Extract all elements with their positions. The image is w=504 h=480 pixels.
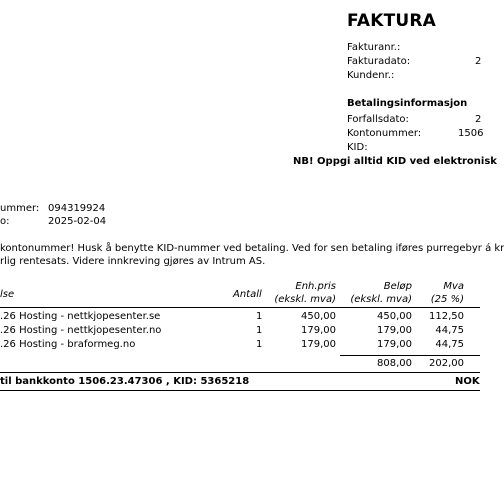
row-amount: 179,00 — [377, 339, 412, 350]
kid-notice: NB! Oppgi alltid KID ved elektronisk — [293, 156, 497, 167]
total-vat: 202,00 — [429, 358, 464, 369]
footer-top-divider — [0, 372, 480, 373]
bank-transfer-note: til bankkonto 1506.23.47306 , KID: 5365218 — [0, 376, 250, 387]
row-quantity: 1 — [256, 325, 263, 336]
invoice-title: FAKTURA — [347, 11, 437, 31]
payment-message-line1: kontonummer! Husk å benytte KID-nummer ved betaling. Ved for sen betaling iføres purregebyr á kr — [0, 243, 504, 254]
customer-number-label: Kundenr.: — [347, 70, 395, 81]
column-header-vat: Mva — [443, 281, 464, 292]
row-quantity: 1 — [256, 339, 263, 350]
row-amount: 179,00 — [377, 325, 412, 336]
table-header-divider — [0, 307, 480, 308]
row-vat: 44,75 — [435, 325, 464, 336]
row-vat: 44,75 — [435, 339, 464, 350]
kid-label: KID: — [347, 142, 368, 153]
column-header-unit-price: Enh.pris — [295, 281, 336, 292]
payment-heading: Betalingsinformasjon — [347, 98, 468, 109]
due-date-label: Forfallsdato: — [347, 114, 409, 125]
row-description: .26 Hosting - nettkjopesenter.se — [0, 311, 161, 322]
column-header-amount-sub: (ekskl. mva) — [350, 294, 412, 305]
invoice-date-value: 2 — [475, 56, 482, 67]
row-unit-price: 450,00 — [301, 311, 336, 322]
row-quantity: 1 — [256, 311, 263, 322]
footer-bottom-divider — [0, 390, 480, 391]
column-header-description: lse — [0, 289, 15, 300]
total-currency: NOK — [455, 376, 480, 387]
totals-divider — [340, 355, 480, 356]
row-vat: 112,50 — [429, 311, 464, 322]
row-unit-price: 179,00 — [301, 339, 336, 350]
column-header-amount: Beløp — [383, 281, 412, 292]
account-number-label: Kontonummer: — [347, 128, 422, 139]
row-description: .26 Hosting - braformeg.no — [0, 339, 136, 350]
row-amount: 450,00 — [377, 311, 412, 322]
row-description: .26 Hosting - nettkjopesenter.no — [0, 325, 162, 336]
column-header-quantity: Antall — [233, 289, 262, 300]
invoice-date-label: Fakturadato: — [347, 56, 411, 67]
order-number-value: 094319924 — [48, 203, 106, 214]
invoice-number-label: Fakturanr.: — [347, 42, 401, 53]
account-number-value: 1506 — [458, 128, 484, 139]
order-number-label: ummer: — [0, 203, 40, 214]
column-header-unit-price-sub: (ekskl. mva) — [274, 294, 336, 305]
due-date-value: 2 — [475, 114, 482, 125]
total-amount: 808,00 — [377, 358, 412, 369]
row-unit-price: 179,00 — [301, 325, 336, 336]
order-date-label: o: — [0, 216, 10, 227]
order-date-value: 2025-02-04 — [48, 216, 107, 227]
column-header-vat-sub: (25 %) — [430, 294, 464, 305]
payment-message-line2: rlig rentesats. Videre innkreving gjøres av Intrum AS. — [0, 256, 266, 267]
